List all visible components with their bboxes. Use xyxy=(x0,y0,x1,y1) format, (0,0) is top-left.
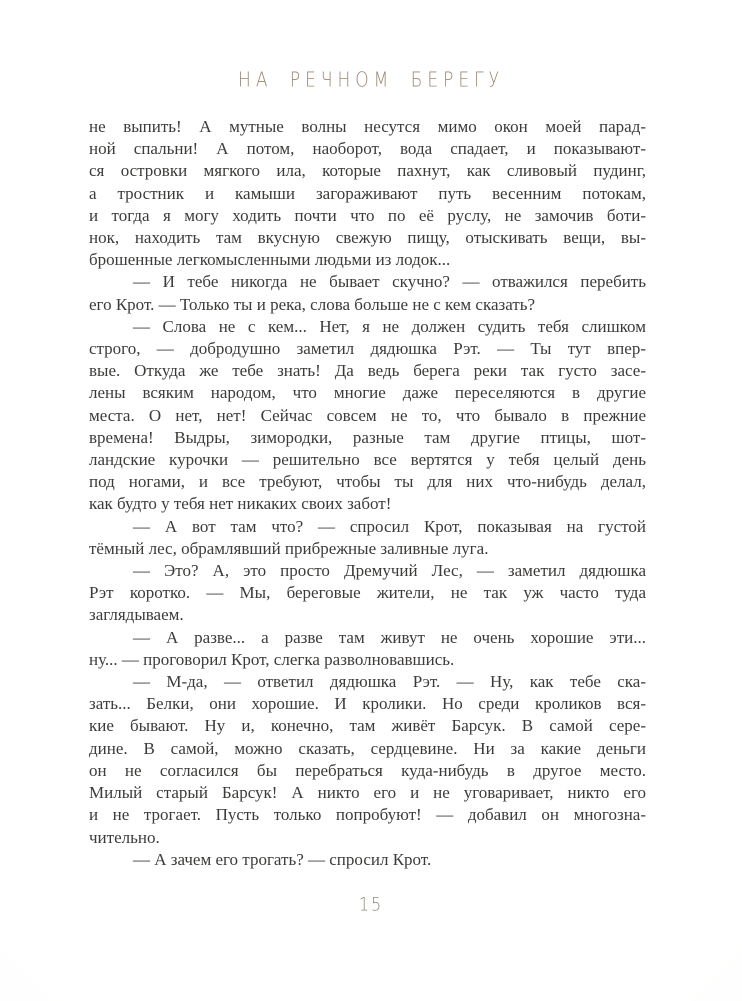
text-line: ся островки мягкого ила, которые пахнут, как сливовый пудинг, xyxy=(89,161,646,181)
paragraph xyxy=(89,627,646,671)
text-line: строго, — добродушно заметил дядюшка Рэт. — Ты тут впер- xyxy=(89,339,646,359)
text-line: он не согласился бы перебраться куда-нибудь в другое место. xyxy=(89,760,646,780)
text-line: и тогда я могу ходить почти что по её руслу, не замочив боти- xyxy=(89,205,646,225)
text-line: тёмный лес, обрамлявший прибрежные заливные луга. xyxy=(89,538,489,558)
text-line: зать... Белки, они хорошие. И кролики. Но среди кроликов вся- xyxy=(89,694,646,714)
text-line: — Слова не с кем... Нет, я не должен судить тебя слишком xyxy=(133,316,646,336)
text-line: места. О нет, нет! Сейчас совсем не то, что бывало в прежние xyxy=(89,405,646,425)
text-block xyxy=(89,116,646,871)
text-line: его Крот. — Только ты и река, слова больше не с кем сказать? xyxy=(89,294,536,314)
text-line: Рэт коротко. — Мы, береговые жители, не так уж часто туда xyxy=(89,583,646,603)
text-line: Милый старый Барсук! А никто его и не уговаривает, никто его xyxy=(89,783,646,803)
text-line: времена! Выдры, зимородки, разные там другие птицы, шот- xyxy=(89,427,646,447)
text-line: нок, находить там вкусную свежую пищу, отыскивать вещи, вы- xyxy=(89,228,646,248)
text-line: — А зачем его трогать? — спросил Крот. xyxy=(133,849,432,869)
paragraph xyxy=(89,560,646,627)
paragraph xyxy=(89,271,646,315)
text-line: — М-да, — ответил дядюшка Рэт. — Ну, как тебе ска- xyxy=(133,672,646,692)
paragraph xyxy=(89,116,646,271)
text-line: а тростник и камыши загораживают путь весенним потокам, xyxy=(89,183,646,203)
text-line: ландские курочки — решительно все вертятся у тебя целый день xyxy=(89,450,646,470)
text-line: вые. Откуда же тебе знать! Да ведь берега реки так густо засе- xyxy=(89,361,646,381)
paragraph xyxy=(89,671,646,849)
paragraph xyxy=(89,849,646,871)
text-line: заглядываем. xyxy=(89,605,184,625)
paragraph xyxy=(89,316,646,516)
text-line: чительно. xyxy=(89,827,160,847)
text-line: — А разве... а разве там живут не очень хорошие эти... xyxy=(133,627,646,647)
text-line: лены всяким народом, что многие даже переселяются в другие xyxy=(89,383,646,403)
chapter-title: НА РЕЧНОМ БЕРЕГУ xyxy=(238,68,504,93)
text-line: дине. В самой, можно сказать, сердцевине. Ни за какие деньги xyxy=(89,738,646,758)
text-line: ну... — проговорил Крот, слегка разволновавшись. xyxy=(89,649,455,669)
text-line: и не трогает. Пусть только попробуют! — добавил он многозна- xyxy=(89,805,646,825)
paragraph xyxy=(89,516,646,560)
page-number: 15 xyxy=(358,893,384,915)
text-line: как будто у тебя нет никаких своих забот! xyxy=(89,494,392,514)
text-line: не выпить! А мутные волны несутся мимо окон моей парад- xyxy=(89,117,646,136)
text-line: под ногами, и все требуют, чтобы ты для них что-нибудь делал, xyxy=(89,472,646,492)
text-line: кие бывают. Ну и, конечно, там живёт Барсук. В самой сере- xyxy=(89,716,646,736)
text-line: — А вот там что? — спросил Крот, показывая на густой xyxy=(133,516,646,536)
text-line: — И тебе никогда не бывает скучно? — отважился перебить xyxy=(133,272,646,292)
text-line: брошенные легкомысленными людьми из лодок... xyxy=(89,250,451,270)
text-line: — Это? А, это просто Дремучий Лес, — заметил дядюшка xyxy=(133,561,646,581)
text-line: ной спальни! А потом, наоборот, вода спадает, и показывают- xyxy=(89,139,646,159)
